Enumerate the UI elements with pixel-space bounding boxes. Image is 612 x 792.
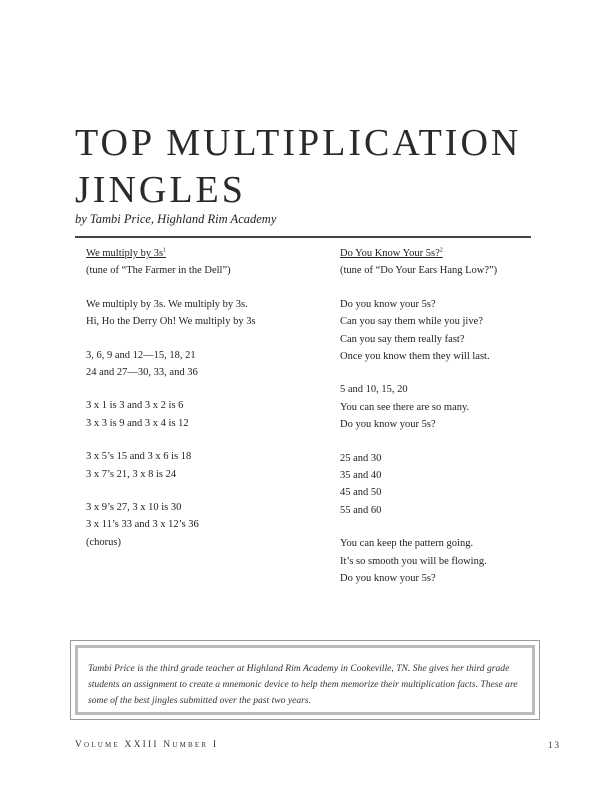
footer-volume: Volume XXIII Number I [75,740,219,750]
lyric-line: Hi, Ho the Derry Oh! We multiply by 3s [86,316,256,328]
author-bio-box [70,640,540,720]
left-jingle-column [86,245,296,551]
lyric-line: 25 and 30 [340,452,382,464]
lyric-line: 3 x 5’s 15 and 3 x 6 is 18 [86,451,192,463]
lyric-line: 55 and 60 [340,504,382,516]
lyric-line: 45 and 50 [340,487,382,499]
lyric-line: 5 and 10, 15, 20 [340,384,408,396]
right-jingle-footnote: 2 [439,247,443,254]
footer-page-number: 13 [548,740,561,750]
lyric-line: We multiply by 3s. We multiply by 3s. [86,298,248,310]
lyric-line: 3 x 9’s 27, 3 x 10 is 30 [86,502,182,514]
lyric-line: 24 and 27—30, 33, and 36 [86,367,198,379]
lyric-line: 35 and 40 [340,470,382,482]
left-jingle-heading-text: We multiply by 3s [86,248,164,259]
lyric-line: Do you know your 5s? [340,419,436,431]
title-divider [75,236,531,238]
lyric-line: 3 x 7’s 21, 3 x 8 is 24 [86,468,177,480]
right-jingle-heading-text: Do You Know Your 5s? [340,248,440,259]
lyric-line: Do you know your 5s? [340,573,436,585]
lyric-line: 3 x 11’s 33 and 3 x 12’s 36 [86,519,199,531]
right-jingle-heading [340,245,550,262]
left-jingle-heading [86,245,296,262]
article-byline: by Tambi Price, Highland Rim Academy [75,212,277,226]
right-jingle-tune: (tune of “Do Your Ears Hang Low?”) [340,265,498,277]
lyric-line: You can see there are so many. [340,401,470,413]
lyric-line: Can you say them while you jive? [340,316,483,328]
lyric-line: You can keep the pattern going. [340,538,474,550]
lyric-line: (chorus) [86,536,121,548]
lyric-line: Can you say them really fast? [340,333,465,345]
author-bio-text: Tambi Price is the third grade teacher at Highland Rim Academy in Cookeville, TN. She gives her third grade students an assignment to create a mnemonic device to help them memorize their multiplication facts. These are some of the best jingles submitted over the past two years. [75,645,535,715]
lyric-line: It’s so smooth you will be flowing. [340,555,487,567]
lyric-line: Do you know your 5s? [340,298,436,310]
lyric-line: 3 x 3 is 9 and 3 x 4 is 12 [86,417,189,429]
right-jingle-column [340,245,550,588]
lyric-line: Once you know them they will last. [340,351,490,363]
lyric-line: 3, 6, 9 and 12—15, 18, 21 [86,349,196,361]
lyric-line: 3 x 1 is 3 and 3 x 2 is 6 [86,400,184,412]
article-title: TOP MULTIPLICATION JINGLES [75,122,522,211]
left-jingle-tune: (tune of “The Farmer in the Dell”) [86,265,231,277]
left-jingle-footnote: 1 [163,247,167,254]
